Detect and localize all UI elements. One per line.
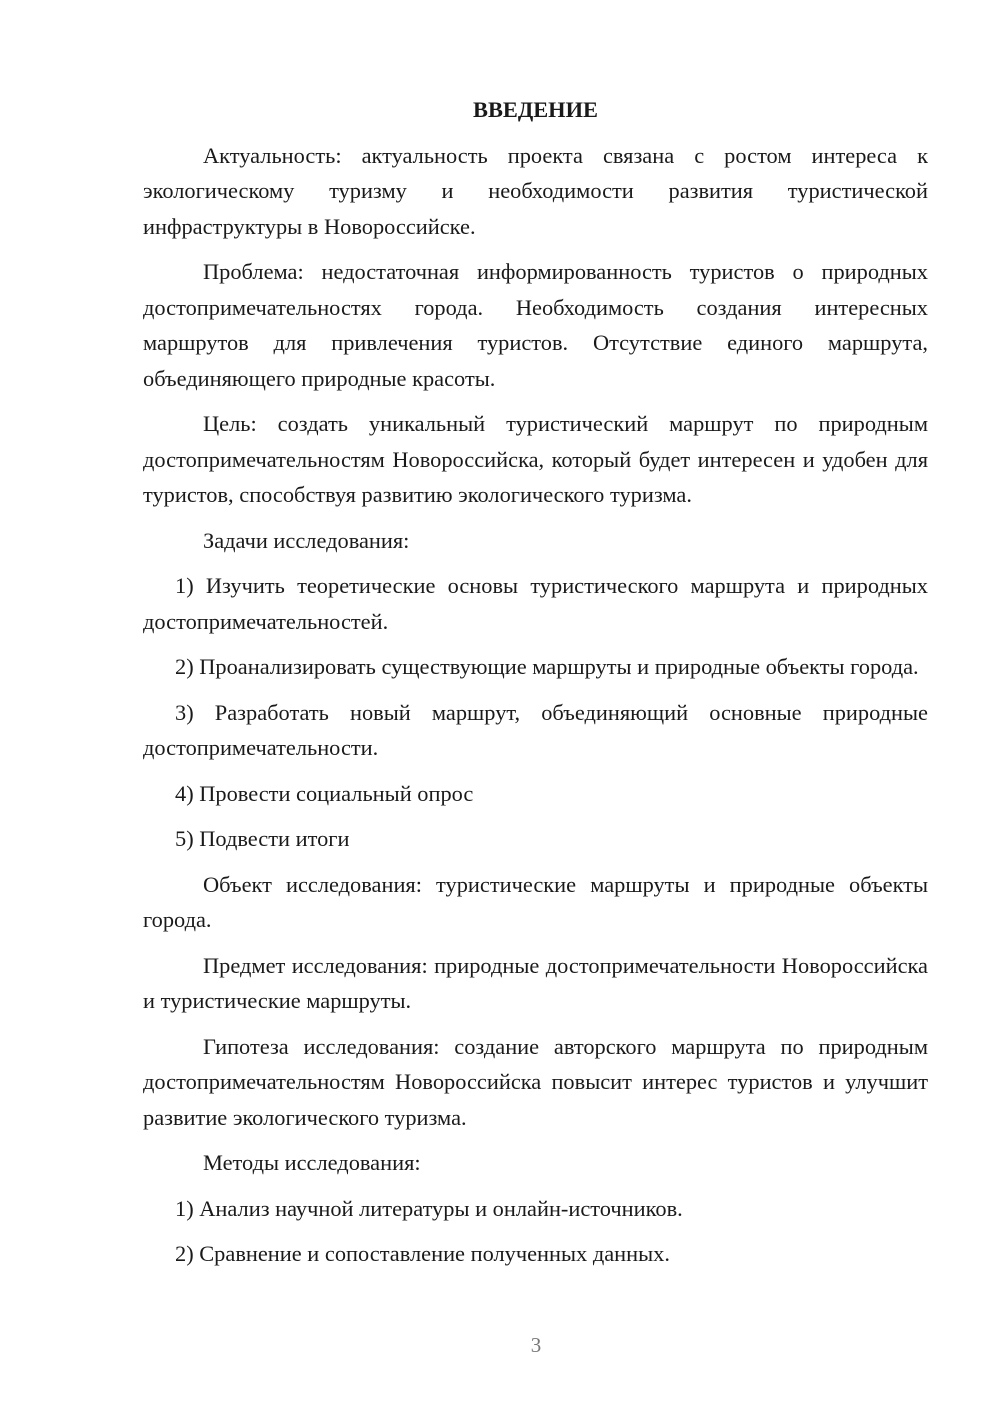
task-item-4: 4) Провести социальный опрос	[175, 780, 474, 806]
method-item-2: 2) Сравнение и сопоставление полученных данных.	[175, 1241, 670, 1266]
paragraph-subject: Предмет исследования: природные достопримечательности Новороссийска и туристические маршруты.	[143, 952, 928, 1013]
page-title: ВВЕДЕНИЕ	[473, 97, 598, 122]
task-item-2: 2) Проанализировать существующие маршруты и природные объекты города.	[175, 654, 919, 679]
task-item-1: 1) Изучить теоретические основы туристического маршрута и природных достопримечательностей.	[143, 573, 928, 634]
task-item-5: 5) Подвести итоги	[175, 826, 350, 851]
paragraph-problem: Проблема: недостаточная информированность туристов о природных достопримечательностях города. Необходимость создания интересных маршрутов для привлечения туристов. Отсутствие единого маршрута, объединяющего природные красоты.	[143, 259, 928, 391]
paragraph-goal: Цель: создать уникальный туристический маршрут по природным достопримечательностям Новороссийска, который будет интересен и удобен для туристов, способствуя развитию экологического туризма.	[143, 411, 928, 507]
paragraph-hypothesis: Гипотеза исследования: создание авторского маршрута по природным достопримечательностям Новороссийска повысит интерес туристов и улучшит развитие экологического туризма.	[143, 1033, 928, 1130]
tasks-heading: Задачи исследования:	[203, 527, 410, 553]
methods-heading: Методы исследования:	[203, 1150, 421, 1175]
method-item-1: 1) Анализ научной литературы и онлайн-источников.	[175, 1195, 683, 1221]
page-number: 3	[530, 1333, 542, 1357]
paragraph-object: Объект исследования: туристические маршруты и природные объекты города.	[143, 871, 928, 932]
paragraph-relevance: Актуальность: актуальность проекта связана с ростом интереса к экологическому туризму и необходимости развития туристической инфраструктуры в Новороссийске.	[143, 142, 928, 239]
task-item-3: 3) Разработать новый маршрут, объединяющий основные природные достопримечательности.	[143, 699, 928, 760]
page-content	[143, 92, 928, 1282]
